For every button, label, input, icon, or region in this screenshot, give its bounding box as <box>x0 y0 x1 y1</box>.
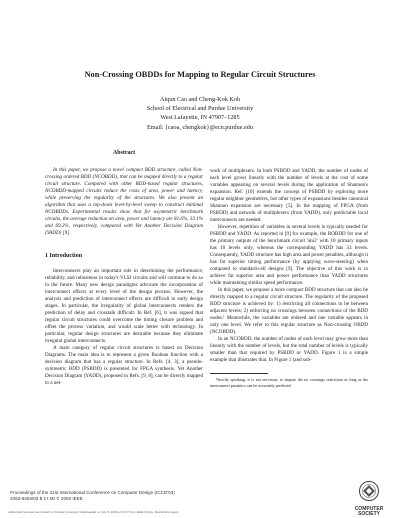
author-names: Aiqun Cao and Cheng-Kok Koh <box>159 96 241 103</box>
author-affiliation: School of Electrical and Purdue University <box>146 105 254 113</box>
computer-society-logo-icon <box>343 480 395 502</box>
logo-word-society: SOCIETY <box>358 511 380 517</box>
intro-paragraph-1: Interconnects play an important role in determining the performance, reliability, and robustness in today's VLSI circuits and will continue to do so in the future. Many new design paradigms advocate the incorporation of interconnect effects at every level of the design process. However, the analysis and prediction of interconnect effects are difficult in early design stages. In particular, the irregularity of global interconnects renders the prediction of delay and crosstalk difficult. In Ref. [6], it was argued that regular circuit structures could overcome the timing closure problem and offset the process variation, and would scale better with technology. In particular, regular design structures are desirable because they eliminate irregular global interconnects. <box>45 268 203 345</box>
footnote-rule <box>210 373 268 374</box>
proceedings-line-1: Proceedings of the 21st International Conference on Computer Design (ICCD'03) <box>10 490 175 495</box>
right-paragraph-3: In this paper, we propose a more compact BDD structure that can also be directly mapped to a regular circuit structure. The regularity of the proposed BDD structure is achieved by: 1) restricting all connections to be between adjacent levels; 2) enforcing no crossings between connections of the BDD nodes.¹ Meanwhile, the variables are ordered and one variable appears in only one level. We refer to this regular structure as Non-crossing OBDD (NCOBDD). <box>210 287 368 336</box>
computer-society-logo <box>343 480 395 517</box>
author-email: Email: {caoa, chengkok}@ecn.purdue.edu <box>147 123 253 131</box>
section-heading-introduction: 1 Introduction <box>45 253 83 260</box>
paper-title: Non-Crossing OBDDs for Mapping to Regular Circuit Structures <box>84 70 316 79</box>
right-column <box>210 168 368 388</box>
proceedings-footer <box>10 490 175 501</box>
intro-paragraph-2: A main category of regular circuit structures is based on Decision Diagrams. The main idea is to represent a given Boolean function with a decision diagram that has a regular structure. In Refs. [4, 3], a pseudo-symmetric BDD (PSBDD) is presented for FPGA synthesis. Yet Another Decision Diagram (YADD), proposed in Refs. [9, 8], can be directly mapped to a net- <box>45 345 203 387</box>
author-location: West Lafayette, IN 47907–1285 <box>160 114 240 122</box>
left-column <box>45 150 203 387</box>
author-block <box>0 95 400 132</box>
footnote: ¹Strictly speaking, it is not necessary to impose the no crossings restriction as long as the interconnect parasitics can be accurately predicted. <box>210 377 368 388</box>
abstract-text: In this paper, we propose a novel compact BDD structure, called Non-crossing ordered BDD (NCOBDD), that can be mapped directly to a regular circuit structure. Compared with other BDD-based regular structures, NCOBDD-mapped circuits reduce the costs of area, power and latency, while preserving the regularity of the structures. We also present an algorithm that uses a top-down level-by-level sweep to construct minimal NCOBDDs. Experimental results show that for asymmetric benchmark circuits, the average reduction on area, power and latency are 81.6%, 33.1% and 69.2%, respectively, compared with Yet Another Decision Diagram (YADD) [9]. <box>45 167 203 237</box>
proceedings-line-2: 1063-6404/03 $ 17.00 © 2003 IEEE <box>10 495 83 501</box>
authorized-use-notice: Authorized licensed use limited to: Purdue University. Downloaded on July 9, 2009 at 13:07 from IEEE Xplore. Restrictions apply. <box>8 510 179 514</box>
abstract-heading: Abstract <box>112 150 136 156</box>
right-paragraph-2: However, repetition of variables in several levels is typically needed for PSBDD and YADD. As reported in [9] for example, the ROBDD for one of the primary outputs of the benchmark circuit 'alu2' with 10 primary inputs has 10 levels only, whereas the corresponding YADD has 33 levels. Consequently, YADD structure has high area and power penalties, although it has far superior timing performance (by applying wave-steering) when compared to standard-cell designs [9]. The objective of this work is to achieve far superior area and power performance than YADD structures while maintaining similar speed performance. <box>210 224 368 287</box>
logo-word-computer: COMPUTER <box>354 506 384 512</box>
right-paragraph-4: In an NCOBDD, the number of nodes of each level may grow more than linearly with the number of levels, but the total number of levels is typically smaller than that required by PSBDD or YADD. Figure 1 is a simple example that illustrates that. In Figure 1 (and sub- <box>210 336 368 364</box>
right-paragraph-1: work of multiplexers. In both PSBDD and YADD, the number of nodes of each level grows linearly with the number of levels at the cost of some variables appearing on several levels during the application of Shannon's expansion. Ref. [10] extends the concept of PSBDD by exploring more regular neighbor geometries, but other types of expansions besides canonical Shannon expansion are necessary [5]. In the mapping of FPGA (from PSBDD) and network of multiplexers (from YADD), only predictable local interconnects are needed. <box>210 168 368 224</box>
